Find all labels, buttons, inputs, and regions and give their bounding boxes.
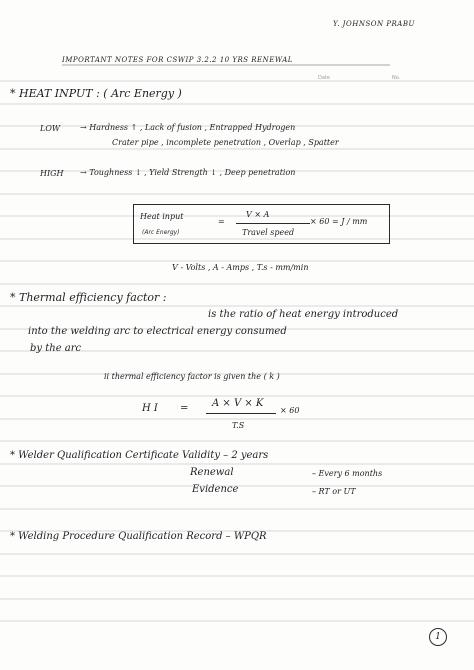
page-title: IMPORTANT NOTES FOR CSWIP 3.2.2 10 YRS RENEWAL <box>62 56 293 64</box>
units-legend: V - Volts , A - Amps , T.s - mm/min <box>172 263 309 272</box>
heat-input-formula-box <box>133 204 390 244</box>
low-label: LOW <box>40 124 61 133</box>
renewal-value: – Every 6 months <box>312 469 383 478</box>
no-label: No. <box>392 75 401 81</box>
high-label: HIGH <box>40 169 64 178</box>
hi-fraction-line <box>206 413 276 414</box>
formula-heat-input-label: Heat input <box>140 212 184 221</box>
hi-equals: = <box>180 403 189 414</box>
low-effects-line1: → Hardness ↑ , Lack of fusion , Entrapped Hydrogen <box>80 123 296 132</box>
formula-equals: = <box>218 217 225 226</box>
page-number: 1 <box>429 628 447 646</box>
author-name: Y. JOHNSON PRABU <box>333 20 415 28</box>
renewal-label: Renewal <box>190 467 234 478</box>
hi-label: H I <box>142 403 158 414</box>
formula-denominator: Travel speed <box>242 228 295 237</box>
evidence-value: – RT or UT <box>312 487 356 496</box>
formula-arc-energy-label: (Arc Energy) <box>142 229 180 236</box>
welder-validity-line: * Welder Qualification Certificate Validity – 2 years <box>10 450 269 461</box>
formula-tail: × 60 = J / mm <box>310 217 368 226</box>
thermal-definition-line3: by the arc <box>30 343 82 354</box>
heat-input-heading: * HEAT INPUT : ( Arc Energy ) <box>10 87 182 100</box>
thermal-definition-line1: is the ratio of heat energy introduced <box>208 309 399 320</box>
hi-numerator: A × V × K <box>212 398 264 409</box>
thermal-given-line: ii thermal efficiency factor is given the ( k ) <box>104 372 280 381</box>
thermal-efficiency-heading: * Thermal efficiency factor : <box>10 291 167 304</box>
thermal-definition-line2: into the welding arc to electrical energy consumed <box>28 326 287 337</box>
evidence-label: Evidence <box>192 484 239 495</box>
formula-numerator: V × A <box>246 210 270 219</box>
formula-fraction-line <box>236 223 310 224</box>
low-effects-line2: Crater pipe , incomplete penetration , Overlap , Spatter <box>112 138 339 147</box>
hi-tail: × 60 <box>280 406 300 415</box>
high-effects-line: → Toughness ↓ , Yield Strength ↓ , Deep penetration <box>80 168 296 177</box>
date-label: Date <box>318 75 330 81</box>
wpqr-line: * Welding Procedure Qualification Record – WPQR <box>10 531 267 542</box>
hi-denominator: T.S <box>232 421 245 430</box>
